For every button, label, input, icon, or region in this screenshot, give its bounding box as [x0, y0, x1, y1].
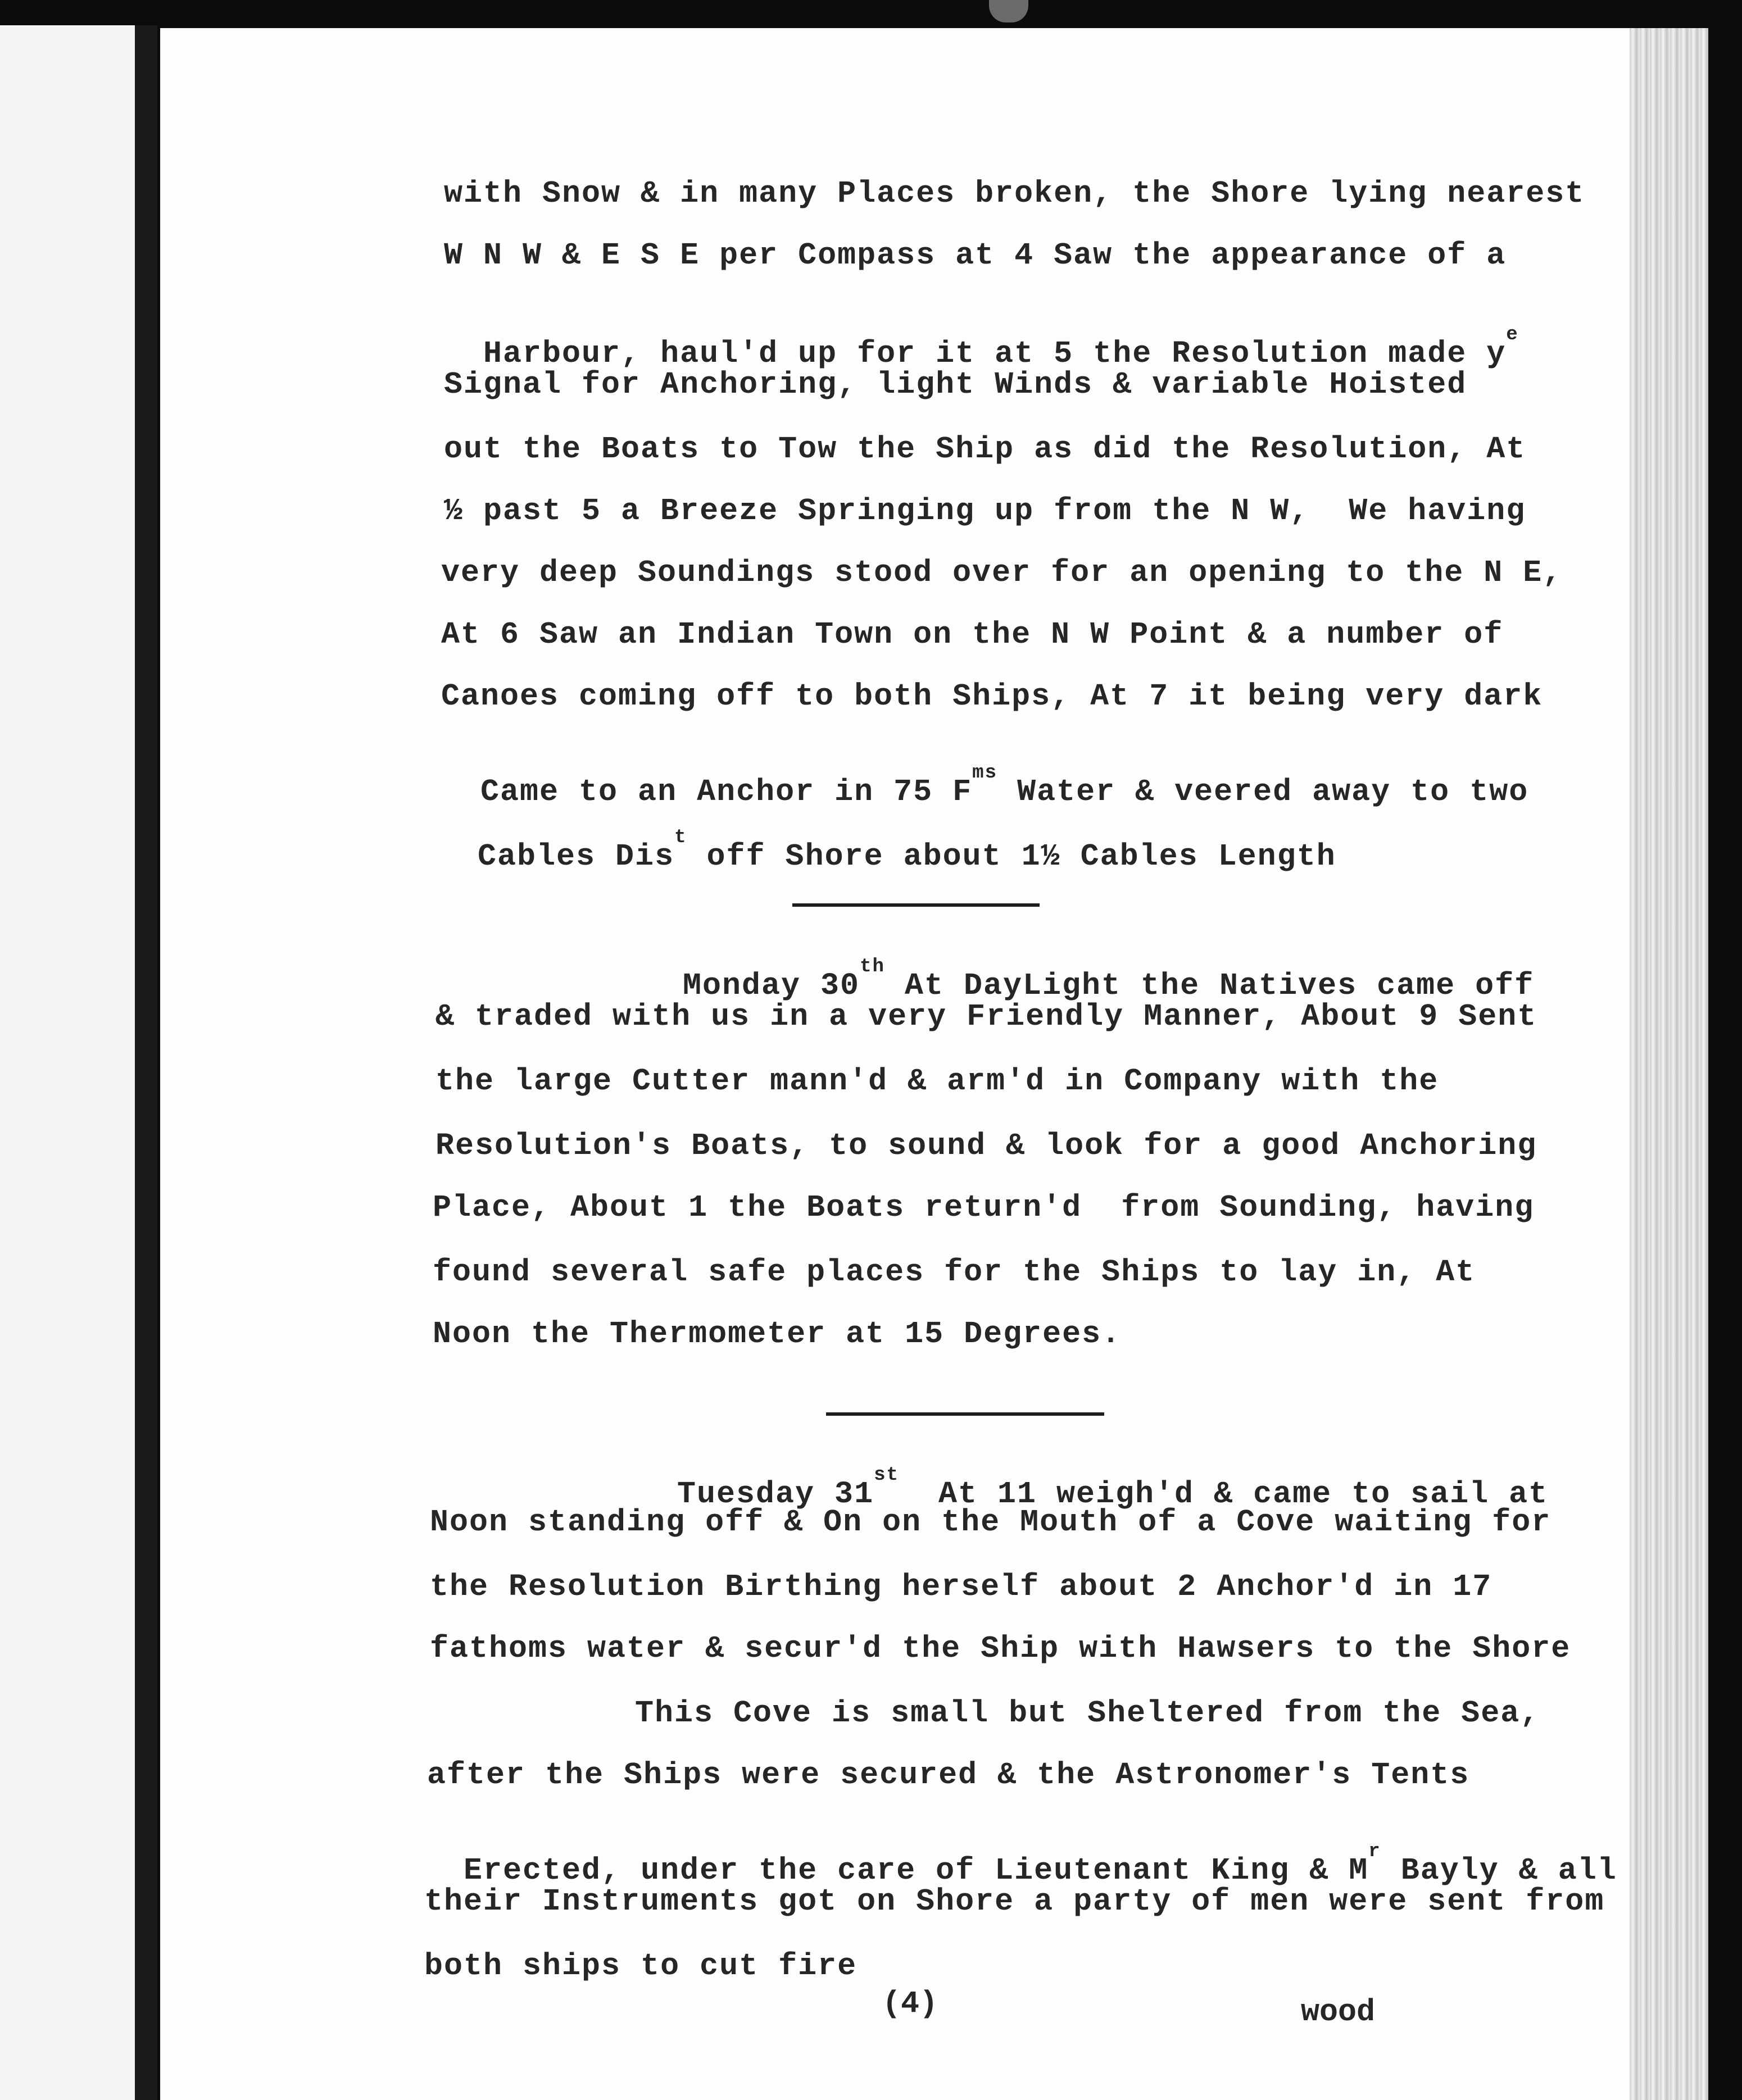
text-line: Resolution's Boats, to sound & look for a good Anchoring	[435, 1128, 1537, 1163]
page-stack-edge	[1630, 28, 1708, 2100]
text-line: the Resolution Birthing herself about 2 Anchor'd in 17	[430, 1569, 1493, 1604]
text-line: the large Cutter mann'd & arm'd in Company with the	[435, 1063, 1439, 1099]
text-line: Erected, under the care of Lieutenant King & $M^r$ Bayly & all	[464, 1841, 1617, 1888]
book-gutter	[135, 25, 157, 2100]
text-line: Came to an Anchor in 75 $F^{ms}$ Water & veered away to two	[480, 762, 1529, 810]
text-line: found several safe places for the Ships to lay in, At	[433, 1254, 1476, 1290]
facing-page	[0, 25, 135, 2100]
text-line: & traded with us in a very Friendly Manner, About 9 Sent	[435, 999, 1537, 1034]
text-line: their Instruments got on Shore a party of men were sent from	[424, 1884, 1605, 1919]
text-line: ½ past 5 a Breeze Springing up from the N W, We having	[444, 493, 1526, 529]
section-divider	[826, 1412, 1104, 1416]
page-number: (4)	[882, 1986, 938, 2021]
text-line: At 6 Saw an Indian Town on the N W Point & a number of	[441, 617, 1504, 652]
text-line: Signal for Anchoring, light Winds & variable Hoisted	[444, 367, 1467, 402]
section-divider	[792, 903, 1040, 907]
text-line: Noon the Thermometer at 15 Degrees.	[433, 1316, 1122, 1352]
top-border	[0, 0, 1742, 28]
text-line: Cables Dis$^t$ off Shore about 1½ Cables Length	[478, 827, 1336, 874]
entry-heading-line: Tuesday 31st At 11 weigh'd & came to sail at	[677, 1465, 1549, 1512]
entry-heading-line: Monday 30th At DayLight the Natives came off	[683, 956, 1535, 1003]
text-line: Harbour, haul'd up for it at 5 the Resolution made $y^e$	[483, 324, 1519, 371]
text-line: This Cove is small but Sheltered from the Sea,	[635, 1696, 1540, 1731]
text-line: Place, About 1 the Boats return'd from Sounding, having	[433, 1190, 1535, 1225]
text-line: fathoms water & secur'd the Ship with Hawsers to the Shore	[430, 1631, 1571, 1666]
text-line: Canoes coming off to both Ships, At 7 it being very dark	[441, 679, 1543, 714]
text-line: both ships to cut fire	[424, 1948, 858, 1984]
text-line: after the Ships were secured & the Astronomer's Tents	[427, 1757, 1470, 1793]
text-line: W N W & E S E per Compass at 4 Saw the appearance of a	[444, 238, 1507, 273]
text-line: with Snow & in many Places broken, the Shore lying nearest	[444, 176, 1585, 211]
text-line: out the Boats to Tow the Ship as did the Resolution, At	[444, 431, 1526, 467]
text-line: Noon standing off & On on the Mouth of a Cove waiting for	[430, 1504, 1552, 1540]
text-line: very deep Soundings stood over for an opening to the N E,	[441, 555, 1563, 590]
catchword: wood	[1301, 1994, 1376, 2030]
